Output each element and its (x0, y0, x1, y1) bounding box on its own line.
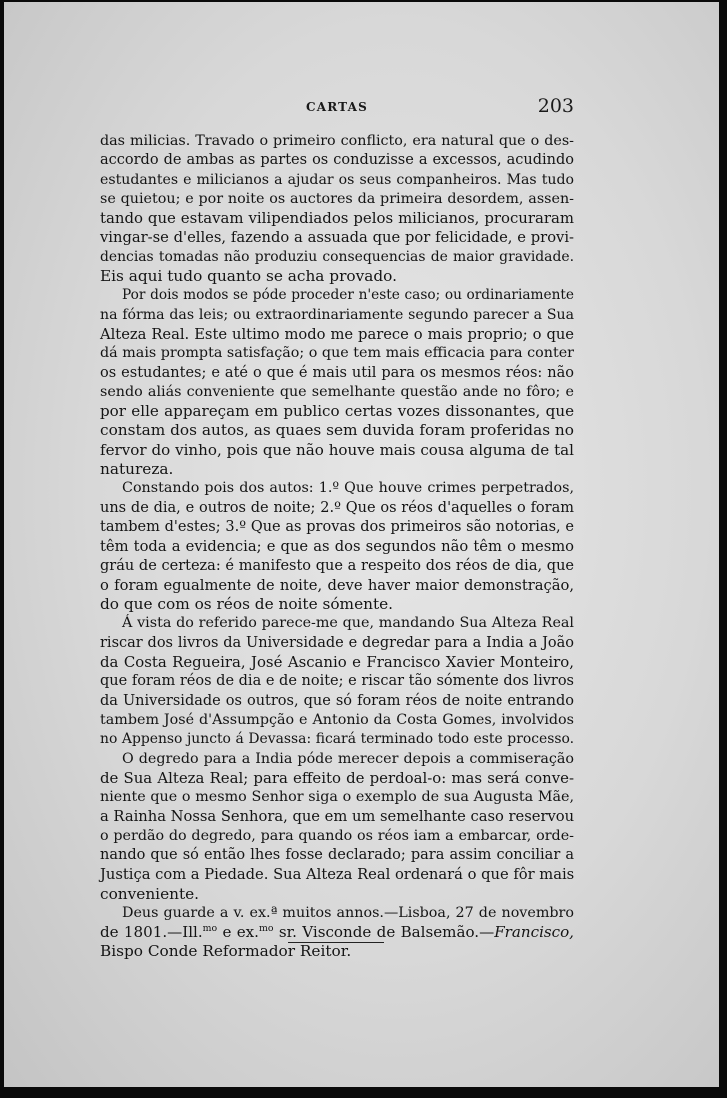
text-line: natureza. (100, 460, 174, 479)
text-line: o foram egualmente de noite, deve haver maior demonstração, (100, 576, 574, 594)
body-text (100, 132, 574, 962)
text-line: uns de dia, e outros de noite; 2.º Que os réos d'aquelles o foram (100, 499, 574, 516)
text-line: os estudantes; e até o que é mais util para os mesmos réos: não (100, 364, 574, 381)
signature-line: Bispo Conde Reformador Reitor. (100, 942, 352, 961)
text-line: sendo aliás conveniente que semelhante questão ande no fôro; e (100, 383, 574, 400)
text-line: do que com os réos de noite sómente. (100, 595, 394, 614)
paragraph-first-line: Á vista do referido parece-me que, mandando Sua Alteza Real (122, 615, 574, 632)
text-line: gráu de certeza: é manifesto que a respeito dos réos de dia, que (100, 557, 574, 574)
text-line: nando que só então lhes fosse declarado; para assim conciliar a (100, 846, 574, 863)
text-line: no Appenso juncto á Devassa: ficará terminado todo este processo. (100, 731, 574, 748)
text-line: estudantes e milicianos a ajudar os seus companheiros. Mas tudo (100, 171, 574, 188)
text-line: tambem José d'Assumpção e Antonio da Costa Gomes, involvidos (100, 711, 574, 728)
text-line: têm toda a evidencia; e que as dos segundos não têm o mesmo (100, 538, 574, 556)
text-line: niente que o mesmo Senhor siga o exemplo de sua Augusta Mãe, (100, 789, 574, 806)
running-title: CARTAS (305, 100, 369, 114)
running-head (100, 95, 574, 118)
text-line: Alteza Real. Este ultimo modo me parece o mais proprio; o que (100, 325, 574, 343)
text-line: das milicias. Travado o primeiro conflicto, era natural que o des- (100, 133, 574, 149)
text-line: se quietou; e por noite os auctores da primeira desordem, assen- (100, 190, 574, 207)
book-page (4, 2, 719, 1087)
text-line: por elle appareçam em publico certas vozes dissonantes, que (100, 402, 574, 421)
text-line: tando que estavam vilipendiados pelos milicianos, procuraram (100, 209, 574, 228)
text-line: da Universidade os outros, que só foram réos de noite entrando (100, 692, 574, 709)
closing-rule (288, 942, 384, 943)
text-line: na fórma das leis; ou extraordinariamente segundo parecer a Sua (100, 306, 574, 323)
text-line: de Sua Alteza Real; para effeito de perdoal-o: mas será conve- (100, 768, 574, 787)
text-line: da Costa Regueira, José Ascanio e Francisco Xavier Monteiro, (100, 653, 574, 672)
text-line: dá mais prompta satisfação; o que tem mais efficacia para conter (100, 345, 574, 362)
text-line: conveniente. (100, 884, 200, 903)
paragraph-first-line: Por dois modos se póde proceder n'este caso; ou ordinariamente (122, 287, 574, 304)
text-line: accordo de ambas as partes os conduzisse a excessos, acudindo (100, 152, 574, 169)
text-line: dencias tomadas não produziu consequencias de maior gravidade. (100, 248, 574, 265)
text-line: Eis aqui tudo quanto se acha provado. (100, 267, 397, 286)
closing-line: de 1801.—Ill.$^{mo}$ e ex.$^{mo}$ sr. Visconde de Balsemão.—Francisco, (100, 923, 574, 942)
text-line: riscar dos livros da Universidade e degredar para a India a João (100, 634, 574, 651)
text-line: vingar-se d'elles, fazendo a assuada que por felicidade, e provi- (100, 229, 574, 247)
text-line: que foram réos de dia e de noite; e riscar tão sómente dos livros (100, 673, 574, 690)
paragraph-first-line: Constando pois dos autos: 1.º Que houve crimes perpetrados, (122, 480, 574, 497)
text-line: a Rainha Nossa Senhora, que em um semelhante caso reservou (100, 808, 575, 826)
page-number: 203 (537, 95, 574, 117)
closing-first-line: Deus guarde a v. ex.ª muitos annos.—Lisboa, 27 de novembro (122, 904, 574, 921)
text-line: constam dos autos, as quaes sem duvida foram proferidas no (100, 421, 574, 440)
text-line: o perdão do degredo, para quando os réos iam a embarcar, orde- (100, 827, 574, 844)
text-line: Justiça com a Piedade. Sua Alteza Real ordenará o que fôr mais (100, 866, 575, 884)
text-line: tambem d'estes; 3.º Que as provas dos primeiros são notorias, e (100, 518, 574, 535)
paragraph-first-line: O degredo para a India póde merecer depois a commiseração (122, 750, 574, 767)
text-line: fervor do vinho, pois que não houve mais cousa alguma de tal (100, 440, 574, 459)
